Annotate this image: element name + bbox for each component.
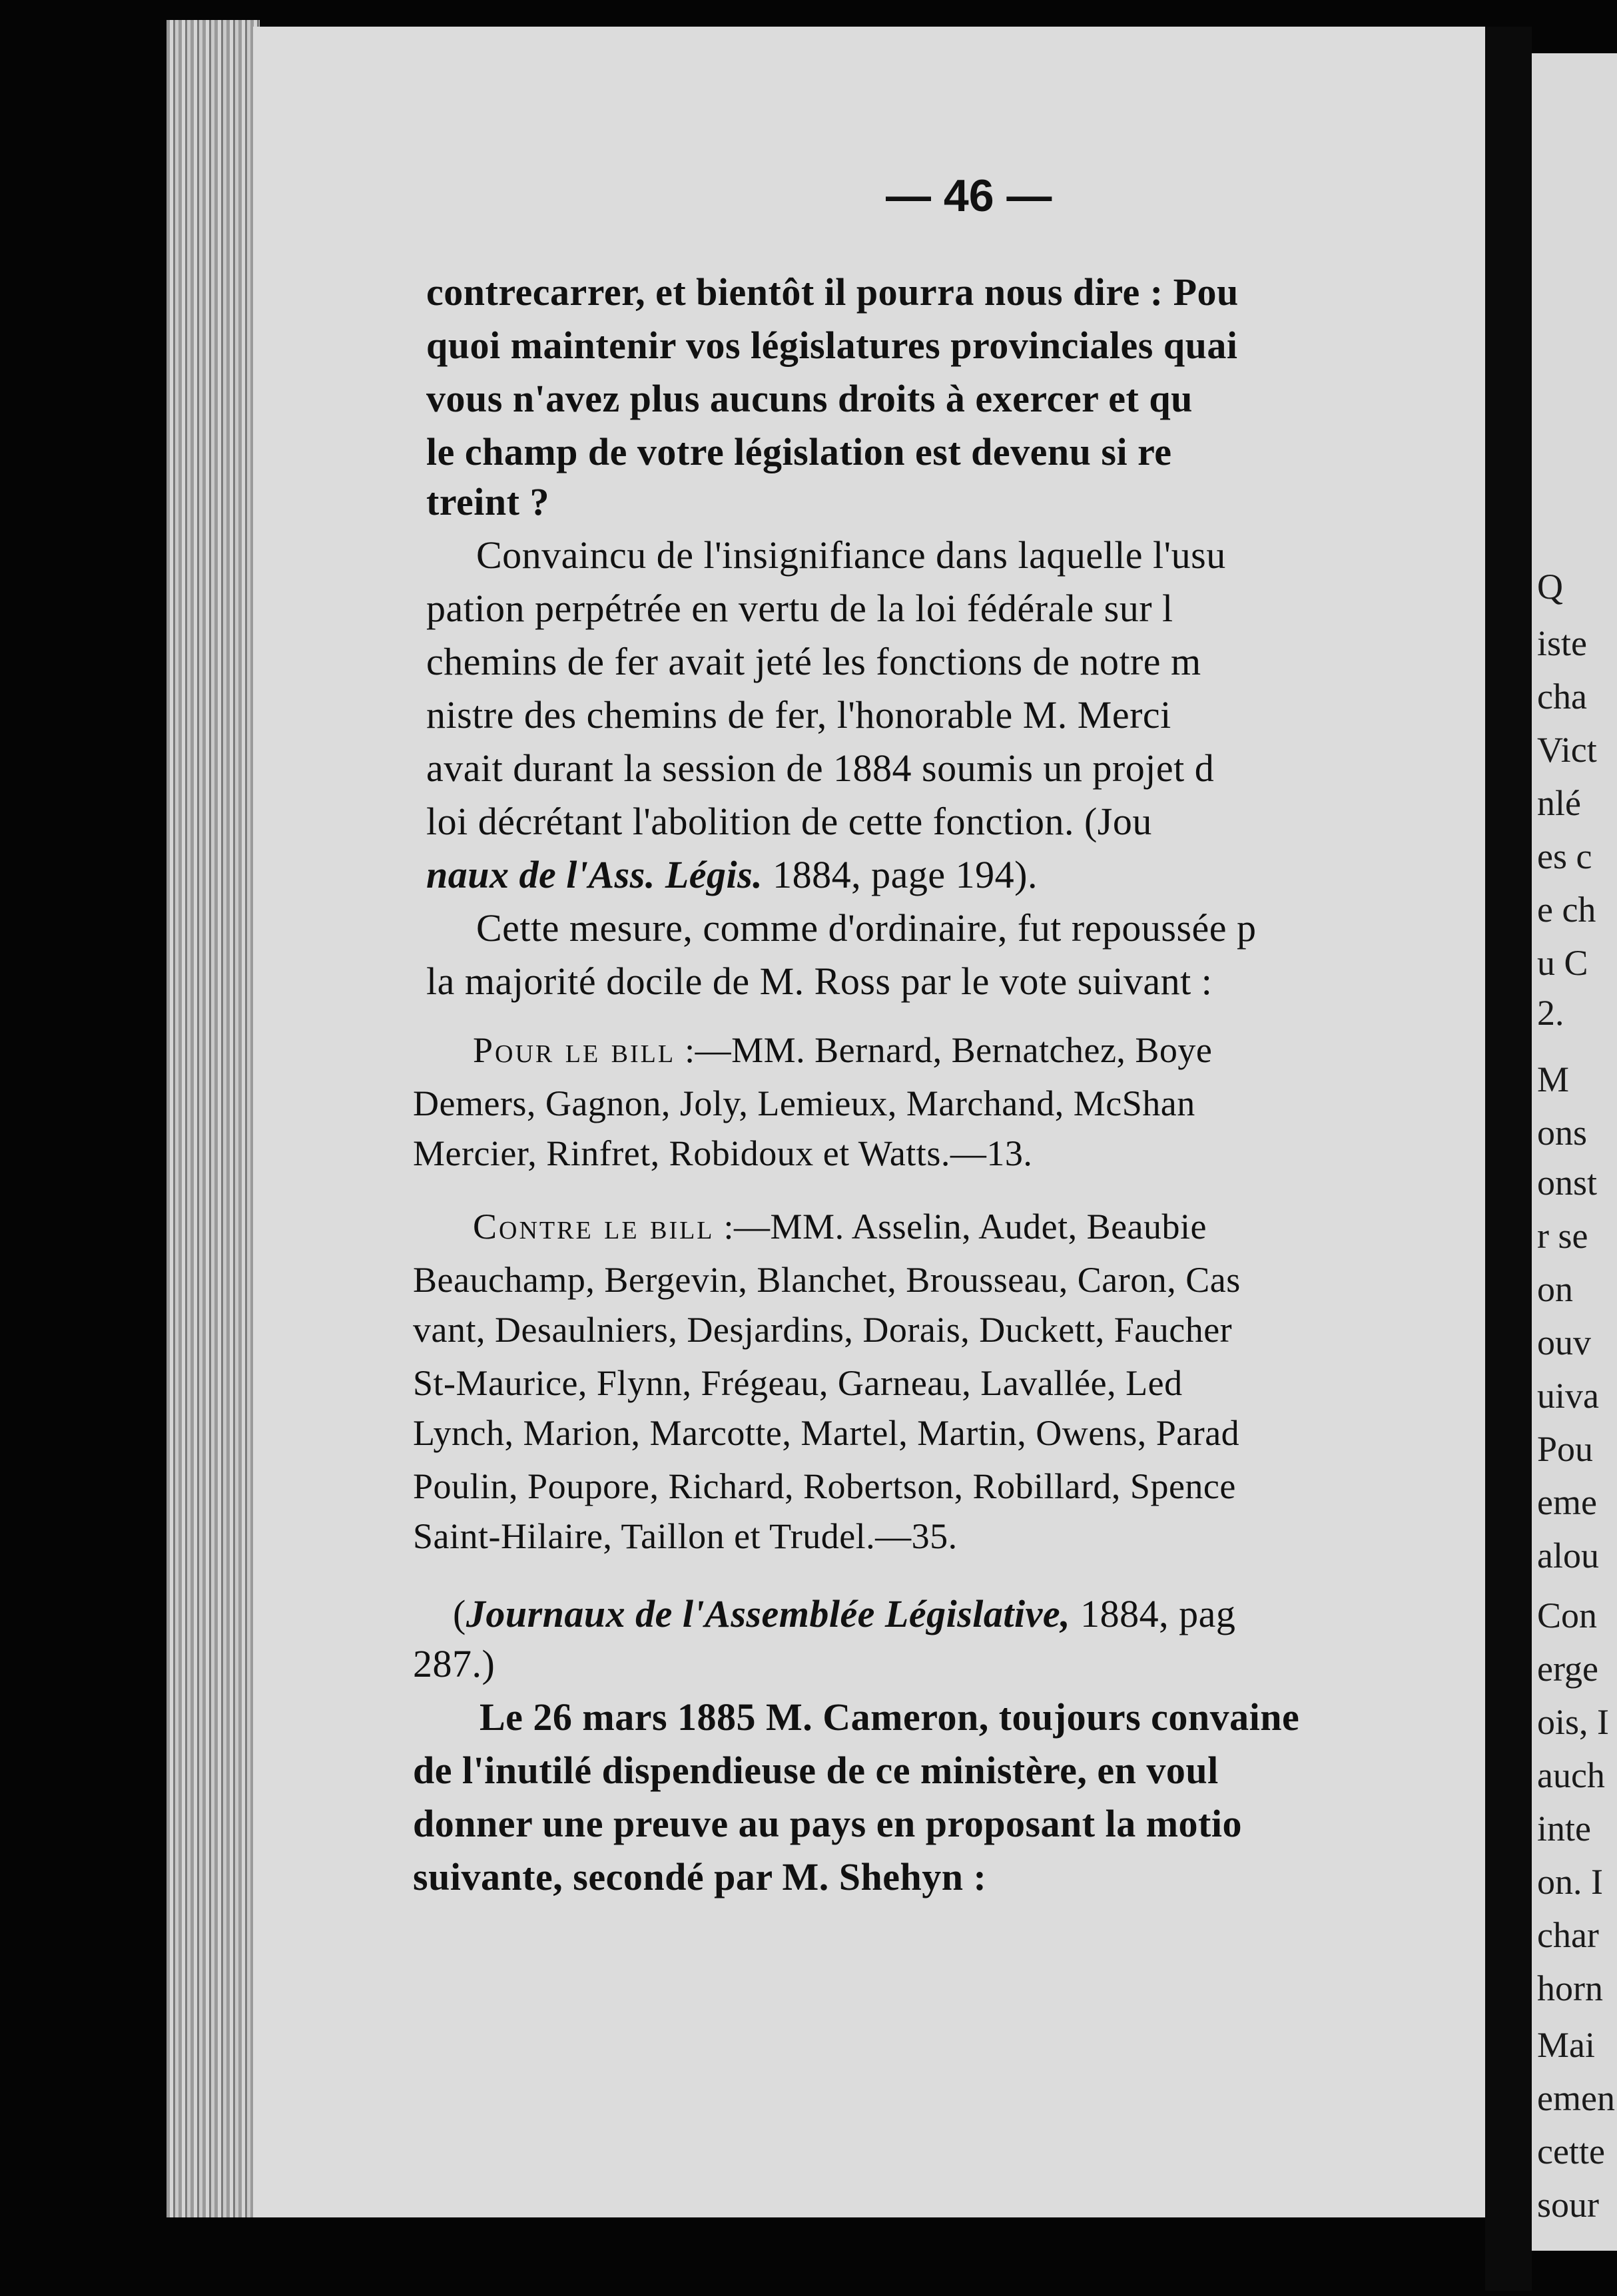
facing-text: Vict	[1537, 730, 1597, 770]
facing-text: eme	[1537, 1482, 1597, 1522]
text-line: Convaincu de l'insignifiance dans laquelle l'usu	[476, 533, 1226, 577]
text-line: Le 26 mars 1885 M. Cameron, toujours convaine	[480, 1695, 1300, 1739]
facing-text: emen	[1537, 2078, 1615, 2118]
text-line: Demers, Gagnon, Joly, Lemieux, Marchand, McShan	[413, 1083, 1195, 1123]
book-gutter	[1485, 27, 1532, 2291]
facing-text: on. I	[1537, 1862, 1603, 1902]
facing-text: uiva	[1537, 1376, 1599, 1416]
facing-text: r se	[1537, 1216, 1588, 1256]
facing-text: sour	[1537, 2185, 1599, 2225]
text-line	[453, 1592, 1236, 1635]
text-line: 287.)	[413, 1642, 495, 1685]
facing-text: M	[1537, 1059, 1570, 1099]
facing-text: horn	[1537, 1968, 1603, 2008]
text-line: pation perpétrée en vertu de la loi fédérale sur l	[426, 587, 1173, 630]
text-line: vant, Desaulniers, Desjardins, Dorais, Duckett, Faucher	[413, 1310, 1233, 1350]
text-line: Beauchamp, Bergevin, Blanchet, Brousseau, Caron, Cas	[413, 1260, 1241, 1300]
facing-text: e ch	[1537, 890, 1596, 930]
facing-text: cette	[1537, 2132, 1605, 2171]
book-page-edges	[166, 20, 260, 2217]
vote-names: :—MM. Bernard, Bernatchez, Boye	[675, 1030, 1213, 1070]
text-line: vous n'avez plus aucuns droits à exercer et qu	[426, 377, 1193, 420]
ref-paren: (	[453, 1592, 466, 1635]
facing-text: u C	[1537, 943, 1588, 983]
text-line: Cette mesure, comme d'ordinaire, fut repoussée p	[476, 906, 1257, 950]
text-line: donner une preuve au pays en proposant la motio	[413, 1802, 1242, 1845]
page-number: — 46 —	[886, 170, 1052, 221]
facing-page-fragment	[1532, 53, 1617, 2251]
facing-text: ouv	[1537, 1322, 1591, 1362]
citation-text: 1884, page 194).	[763, 853, 1038, 896]
facing-text: alou	[1537, 1536, 1599, 1576]
text-line: la majorité docile de M. Ross par le vote suivant :	[426, 960, 1213, 1003]
facing-text: es c	[1537, 836, 1592, 876]
text-line: nistre des chemins de fer, l'honorable M. Merci	[426, 693, 1171, 736]
facing-text: nlé	[1537, 783, 1581, 823]
citation-italic: Journaux de l'Assemblée Législative,	[466, 1592, 1071, 1635]
text-line: St-Maurice, Flynn, Frégeau, Garneau, Lavallée, Led	[413, 1363, 1183, 1403]
facing-text: Mai	[1537, 2025, 1595, 2065]
text-line: de l'inutilé dispendieuse de ce ministère, en voul	[413, 1749, 1219, 1792]
facing-text: char	[1537, 1915, 1599, 1955]
text-line	[473, 1209, 1207, 1245]
facing-text: Q	[1537, 567, 1563, 607]
text-line: loi décrétant l'abolition de cette fonction. (Jou	[426, 800, 1152, 843]
citation-italic: naux de l'Ass. Légis.	[426, 853, 763, 896]
text-line: avait durant la session de 1884 soumis un projet d	[426, 746, 1215, 790]
facing-text: onst	[1537, 1163, 1598, 1203]
citation-text: 1884, pag	[1070, 1592, 1236, 1635]
facing-text: on	[1537, 1269, 1573, 1309]
facing-text: ons	[1537, 1113, 1588, 1153]
facing-text: iste	[1537, 623, 1587, 663]
facing-text: Pou	[1537, 1429, 1594, 1469]
facing-text: auch	[1537, 1755, 1605, 1795]
text-line: Poulin, Poupore, Richard, Robertson, Robillard, Spence	[413, 1466, 1236, 1506]
facing-text: 2.	[1537, 993, 1564, 1033]
facing-text: cha	[1537, 677, 1587, 717]
text-line: le champ de votre législation est devenu si re	[426, 430, 1172, 473]
text-column	[413, 0, 1485, 2296]
vote-names: :—MM. Asselin, Audet, Beaubie	[714, 1207, 1207, 1247]
text-line: chemins de fer avait jeté les fonctions de notre m	[426, 640, 1201, 683]
facing-text: ois, I	[1537, 1702, 1609, 1742]
facing-text: Con	[1537, 1595, 1598, 1635]
text-line	[473, 1032, 1212, 1068]
text-line: treint ?	[426, 480, 549, 523]
text-line: contrecarrer, et bientôt il pourra nous dire : Pou	[426, 270, 1239, 314]
facing-text: inte	[1537, 1809, 1591, 1849]
text-line: suivante, secondé par M. Shehyn :	[413, 1855, 987, 1898]
text-line: Saint-Hilaire, Taillon et Trudel.—35.	[413, 1516, 958, 1556]
text-line: Lynch, Marion, Marcotte, Martel, Martin, Owens, Parad	[413, 1413, 1240, 1453]
text-line: Mercier, Rinfret, Robidoux et Watts.—13.	[413, 1133, 1033, 1173]
vote-label: Pour le bill	[473, 1030, 676, 1070]
text-line	[426, 853, 1038, 896]
text-line: quoi maintenir vos législatures provinciales quai	[426, 324, 1238, 367]
vote-label: Contre le bill	[473, 1207, 715, 1247]
facing-text: erge	[1537, 1649, 1598, 1689]
